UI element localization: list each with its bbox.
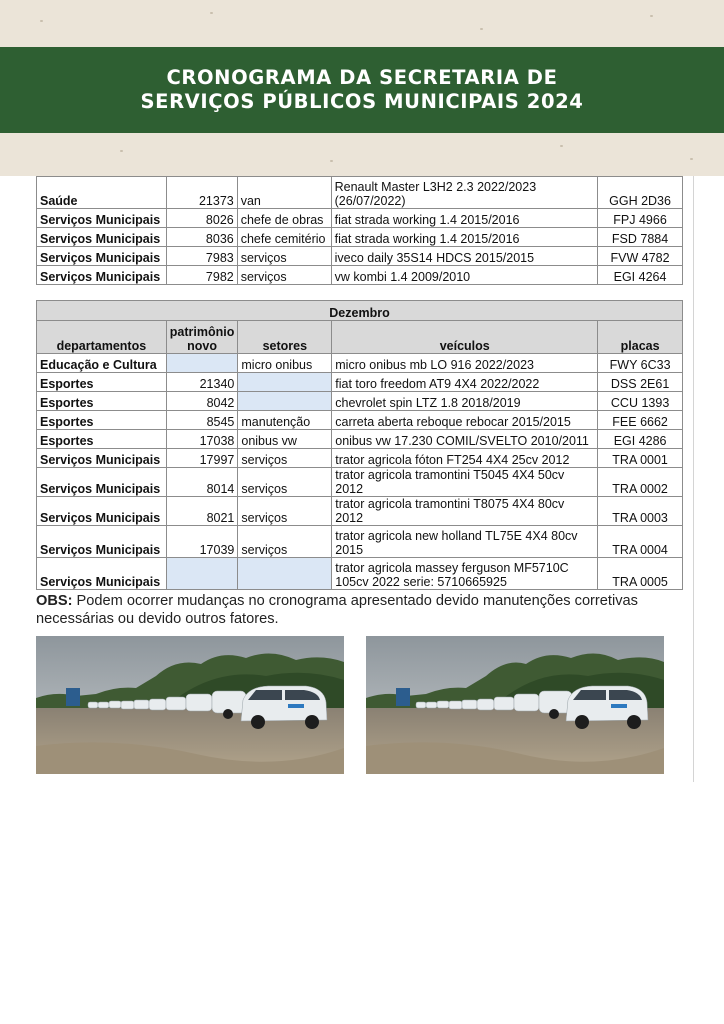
col-header-setores: setores <box>238 321 332 354</box>
setor-cell <box>238 373 332 392</box>
setor-cell: chefe de obras <box>237 209 331 228</box>
departamento-cell: Serviços Municipais <box>37 266 167 285</box>
page-edge-rule <box>693 176 694 782</box>
table-row <box>37 449 683 468</box>
page-title-line-1: CRONOGRAMA DA SECRETARIA DE <box>166 66 558 89</box>
departamento-cell: Serviços Municipais <box>37 526 167 558</box>
patrimonio-cell: 8042 <box>166 392 238 411</box>
placa-cell: FEE 6662 <box>598 411 683 430</box>
departamento-cell: Serviços Municipais <box>37 558 167 590</box>
col-header-placas: placas <box>598 321 683 354</box>
observation-note <box>36 592 686 628</box>
departamento-cell: Serviços Municipais <box>37 468 167 497</box>
patrimonio-cell: 21340 <box>166 373 238 392</box>
table-row <box>37 497 683 526</box>
patrimonio-cell: 17038 <box>166 430 238 449</box>
departamento-cell: Esportes <box>37 373 167 392</box>
fleet-photo-right <box>366 636 664 774</box>
patrimonio-cell: 7982 <box>166 266 237 285</box>
veiculo-cell: trator agricola tramontini T8075 4X4 80cv 2012 <box>332 497 598 526</box>
setor-cell <box>238 558 332 590</box>
setor-cell: micro onibus <box>238 354 332 373</box>
table-row <box>37 392 683 411</box>
table-row <box>37 228 683 247</box>
placa-cell: TRA 0005 <box>598 558 683 590</box>
patrimonio-cell <box>166 558 238 590</box>
veiculo-cell: iveco daily 35S14 HDCS 2015/2015 <box>331 247 597 266</box>
setor-cell: manutenção <box>238 411 332 430</box>
placa-cell: TRA 0001 <box>598 449 683 468</box>
veiculo-cell: Renault Master L3H2 2.3 2022/2023 (26/07/2022) <box>331 177 597 209</box>
setor-cell: serviços <box>238 526 332 558</box>
setor-cell: van <box>237 177 331 209</box>
col-header-patrimonio: patrimônio novo <box>166 321 238 354</box>
col-header-departamentos: departamentos <box>37 321 167 354</box>
patrimonio-cell: 8021 <box>166 497 238 526</box>
placa-cell: EGI 4264 <box>598 266 683 285</box>
departamento-cell: Saúde <box>37 177 167 209</box>
month-header: Dezembro <box>37 301 683 321</box>
veiculo-cell: micro onibus mb LO 916 2022/2023 <box>332 354 598 373</box>
departamento-cell: Serviços Municipais <box>37 247 167 266</box>
col-header-veiculos: veículos <box>332 321 598 354</box>
veiculo-cell: trator agricola massey ferguson MF5710C 105cv 2022 serie: 5710665925 <box>332 558 598 590</box>
veiculo-cell: fiat toro freedom AT9 4X4 2022/2022 <box>332 373 598 392</box>
table-row <box>37 209 683 228</box>
page-title-line-2: SERVIÇOS PÚBLICOS MUNICIPAIS 2024 <box>140 90 584 113</box>
patrimonio-cell: 17997 <box>166 449 238 468</box>
veiculo-cell: fiat strada working 1.4 2015/2016 <box>331 228 597 247</box>
table-row <box>37 373 683 392</box>
patrimonio-cell: 8026 <box>166 209 237 228</box>
placa-cell: TRA 0003 <box>598 497 683 526</box>
departamento-cell: Esportes <box>37 392 167 411</box>
veiculo-cell: carreta aberta reboque rebocar 2015/2015 <box>332 411 598 430</box>
veiculo-cell: onibus vw 17.230 COMIL/SVELTO 2010/2011 <box>332 430 598 449</box>
table-row <box>37 526 683 558</box>
setor-cell: serviços <box>237 266 331 285</box>
placa-cell: TRA 0002 <box>598 468 683 497</box>
placa-cell: CCU 1393 <box>598 392 683 411</box>
patrimonio-cell <box>166 354 238 373</box>
departamento-cell: Esportes <box>37 411 167 430</box>
table-row <box>37 558 683 590</box>
obs-label: OBS: <box>36 593 73 609</box>
setor-cell <box>238 392 332 411</box>
veiculo-cell: vw kombi 1.4 2009/2010 <box>331 266 597 285</box>
setor-cell: serviços <box>238 497 332 526</box>
placa-cell: TRA 0004 <box>598 526 683 558</box>
patrimonio-cell: 21373 <box>166 177 237 209</box>
obs-text: Podem ocorrer mudanças no cronograma apresentado devido manutenções corretivas necessárias ou devido outros fatores. <box>36 593 638 627</box>
patrimonio-cell: 17039 <box>166 526 238 558</box>
veiculo-cell: fiat strada working 1.4 2015/2016 <box>331 209 597 228</box>
veiculo-cell: trator agricola new holland TL75E 4X4 80cv 2015 <box>332 526 598 558</box>
setor-cell: serviços <box>237 247 331 266</box>
table-row <box>37 411 683 430</box>
placa-cell: FSD 7884 <box>598 228 683 247</box>
departamento-cell: Serviços Municipais <box>37 228 167 247</box>
setor-cell: chefe cemitério <box>237 228 331 247</box>
setor-cell: serviços <box>238 468 332 497</box>
placa-cell: FVW 4782 <box>598 247 683 266</box>
placa-cell: FWY 6C33 <box>598 354 683 373</box>
patrimonio-cell: 8545 <box>166 411 238 430</box>
fleet-photo-left <box>36 636 344 774</box>
table-row <box>37 266 683 285</box>
schedule-table-december <box>36 300 683 590</box>
table-row <box>37 468 683 497</box>
departamento-cell: Esportes <box>37 430 167 449</box>
patrimonio-cell: 8036 <box>166 228 237 247</box>
departamento-cell: Educação e Cultura <box>37 354 167 373</box>
table-row <box>37 430 683 449</box>
departamento-cell: Serviços Municipais <box>37 449 167 468</box>
departamento-cell: Serviços Municipais <box>37 497 167 526</box>
veiculo-cell: chevrolet spin LTZ 1.8 2018/2019 <box>332 392 598 411</box>
placa-cell: DSS 2E61 <box>598 373 683 392</box>
placa-cell: EGI 4286 <box>598 430 683 449</box>
table-row <box>37 354 683 373</box>
placa-cell: GGH 2D36 <box>598 177 683 209</box>
schedule-table-continued <box>36 176 683 285</box>
setor-cell: serviços <box>238 449 332 468</box>
patrimonio-cell: 7983 <box>166 247 237 266</box>
veiculo-cell: trator agricola fóton FT254 4X4 25cv 2012 <box>332 449 598 468</box>
table-row <box>37 177 683 209</box>
setor-cell: onibus vw <box>238 430 332 449</box>
patrimonio-cell: 8014 <box>166 468 238 497</box>
title-banner <box>0 47 724 133</box>
table-row <box>37 247 683 266</box>
placa-cell: FPJ 4966 <box>598 209 683 228</box>
departamento-cell: Serviços Municipais <box>37 209 167 228</box>
veiculo-cell: trator agricola tramontini T5045 4X4 50cv 2012 <box>332 468 598 497</box>
